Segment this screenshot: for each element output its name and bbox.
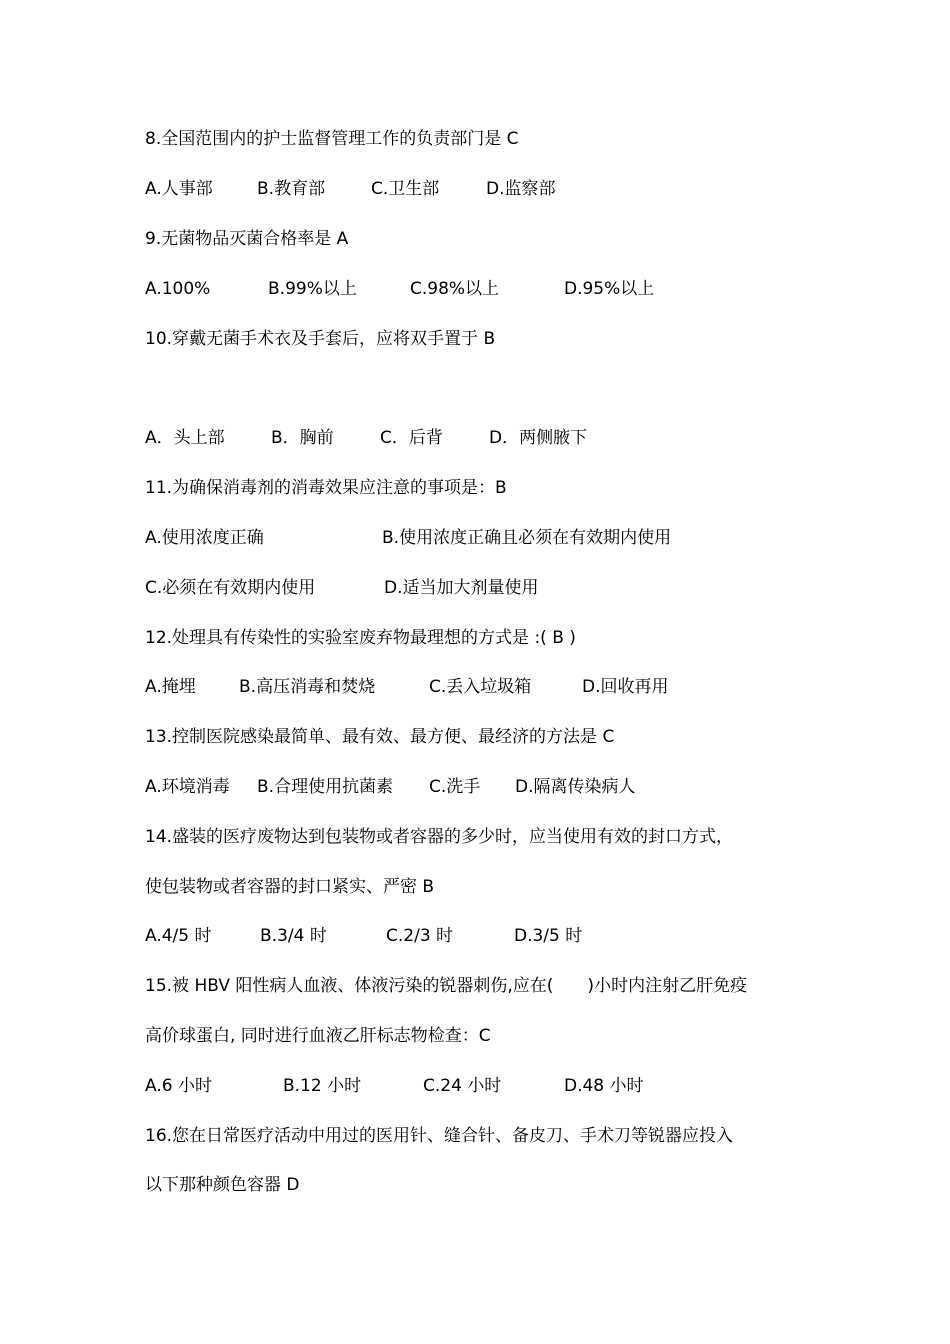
question-9-option-d: D.95%以上 bbox=[564, 279, 655, 299]
question-10-option-c: C．后背 bbox=[380, 428, 443, 448]
question-15-option-c: C.24 小时 bbox=[423, 1076, 502, 1096]
question-16-stem-line-2: 以下那种颜色容器 D bbox=[145, 1175, 300, 1195]
question-14-stem-line-2: 使包装物或者容器的封口紧实、严密 B bbox=[145, 877, 435, 897]
question-15-option-a: A.6 小时 bbox=[145, 1076, 212, 1096]
question-14-option-c: C.2/3 时 bbox=[386, 926, 454, 946]
question-13-option-a: A.环境消毒 bbox=[145, 777, 230, 797]
question-14-option-d: D.3/5 时 bbox=[514, 926, 583, 946]
question-9-option-a: A.100% bbox=[145, 279, 211, 299]
question-12-stem: 12.处理具有传染性的实验室废弃物最理想的方式是 :( B ) bbox=[145, 628, 576, 648]
question-14-option-a: A.4/5 时 bbox=[145, 926, 212, 946]
question-8-option-a: A.人事部 bbox=[145, 179, 213, 199]
question-11-option-d: D.适当加大剂量使用 bbox=[384, 578, 539, 598]
question-9-option-b: B.99%以上 bbox=[268, 279, 357, 299]
question-15-stem-line-1: 15.被 HBV 阳性病人血液、体液污染的锐器刺伤,应在( )小时内注射乙肝免疫 bbox=[145, 976, 748, 996]
question-8-option-c: C.卫生部 bbox=[371, 179, 440, 199]
question-8-option-d: D.监察部 bbox=[486, 179, 556, 199]
question-9-stem: 9.无菌物品灭菌合格率是 A bbox=[145, 229, 349, 249]
question-10-option-a: A．头上部 bbox=[145, 428, 225, 448]
question-11-option-a: A.使用浓度正确 bbox=[145, 528, 264, 548]
question-13-option-b: B.合理使用抗菌素 bbox=[257, 777, 394, 797]
question-14-option-b: B.3/4 时 bbox=[260, 926, 327, 946]
question-10-option-b: B．胸前 bbox=[271, 428, 334, 448]
question-11-stem: 11.为确保消毒剂的消毒效果应注意的事项是：B bbox=[145, 478, 507, 498]
question-13-option-c: C.洗手 bbox=[429, 777, 481, 797]
question-13-stem: 13.控制医院感染最简单、最有效、最方便、最经济的方法是 C bbox=[145, 727, 615, 747]
question-13-option-d: D.隔离传染病人 bbox=[515, 777, 636, 797]
question-15-option-b: B.12 小时 bbox=[283, 1076, 362, 1096]
question-10-option-d: D．两侧腋下 bbox=[489, 428, 588, 448]
question-14-stem-line-1: 14.盛装的医疗废物达到包装物或者容器的多少时，应当使用有效的封口方式， bbox=[145, 827, 734, 847]
question-10-stem: 10.穿戴无菌手术衣及手套后，应将双手置于 B bbox=[145, 329, 496, 349]
question-9-option-c: C.98%以上 bbox=[410, 279, 500, 299]
question-11-option-b: B.使用浓度正确且必须在有效期内使用 bbox=[382, 528, 672, 548]
question-16-stem-line-1: 16.您在日常医疗活动中用过的医用针、缝合针、备皮刀、手术刀等锐器应投入 bbox=[145, 1126, 734, 1146]
question-12-option-b: B.高压消毒和焚烧 bbox=[239, 677, 376, 697]
question-15-option-d: D.48 小时 bbox=[564, 1076, 644, 1096]
question-12-option-c: C.丢入垃圾箱 bbox=[429, 677, 532, 697]
question-11-option-c: C.必须在有效期内使用 bbox=[145, 578, 316, 598]
question-8-stem: 8.全国范围内的护士监督管理工作的负责部门是 C bbox=[145, 129, 519, 149]
question-15-stem-line-2: 高价球蛋白, 同时进行血液乙肝标志物检查：C bbox=[145, 1026, 491, 1046]
question-12-option-a: A.掩埋 bbox=[145, 677, 196, 697]
question-12-option-d: D.回收再用 bbox=[582, 677, 669, 697]
question-8-option-b: B.教育部 bbox=[257, 179, 326, 199]
